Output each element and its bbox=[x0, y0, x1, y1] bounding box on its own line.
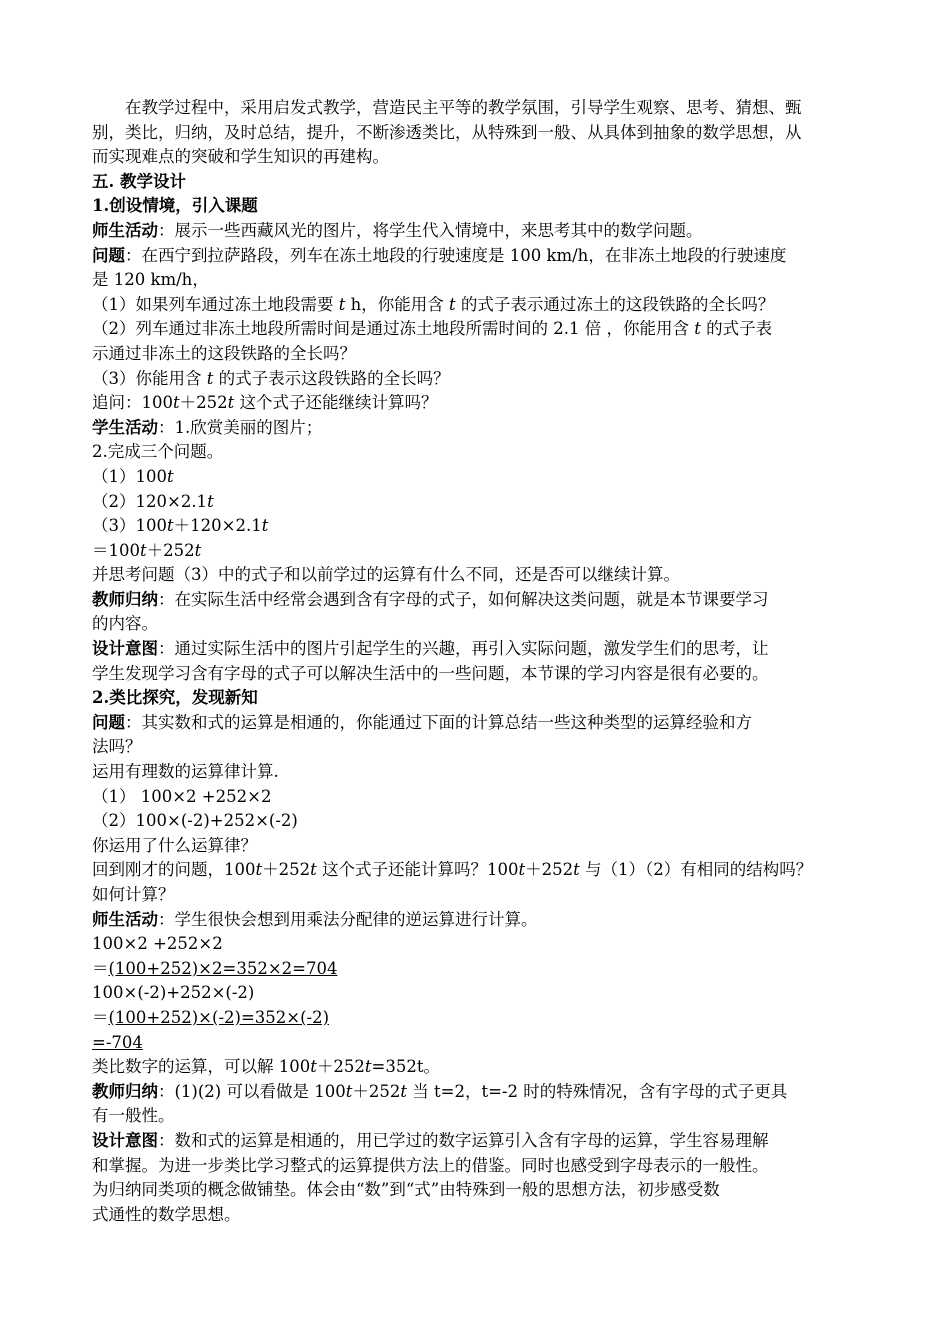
part2-design-intent-cont: 和掌握。为进一步类比学习整式的运算提供方法上的借鉴。同时也感受到字母表示的一般性。 bbox=[92, 1155, 769, 1175]
underlined-text: (100+252)×(-2)=352×(-2) bbox=[108, 1007, 330, 1027]
part2-design-intent bbox=[92, 1129, 882, 1154]
var-t: t bbox=[255, 860, 263, 880]
text: ＋252 bbox=[316, 1057, 365, 1077]
part1-question-cont: 是 120 km/h， bbox=[92, 270, 209, 290]
text: （3）你能用含 bbox=[92, 368, 207, 388]
text: ＋252 bbox=[179, 393, 228, 413]
step-3: 100×(-2)+252×(-2) bbox=[92, 983, 255, 1003]
text: h，你能用含 bbox=[345, 294, 450, 314]
var-t: t bbox=[338, 294, 346, 314]
text: ＝100 bbox=[92, 540, 140, 560]
text: 的式子表示通过冻土的这段铁路的全长吗？ bbox=[455, 294, 775, 314]
var-t: t bbox=[206, 368, 214, 388]
label: 问题 bbox=[92, 245, 125, 265]
text: ＝ bbox=[92, 1007, 109, 1027]
student-activity bbox=[92, 416, 882, 441]
text: 追问：100 bbox=[92, 393, 173, 413]
text: （1）100 bbox=[92, 466, 167, 486]
design-intent bbox=[92, 637, 882, 662]
text: ＋252 bbox=[352, 1081, 401, 1101]
text: 的式子表示这段铁路的全长吗？ bbox=[213, 368, 450, 388]
var-t: t bbox=[310, 1057, 317, 1077]
analogy-line bbox=[92, 1055, 882, 1080]
part2-teacher-summary-cont: 有一般性。 bbox=[92, 1106, 175, 1126]
how-to-compute: 如何计算？ bbox=[92, 885, 175, 904]
teacher-summary bbox=[92, 588, 882, 613]
teacher-summary-cont: 的内容。 bbox=[92, 614, 158, 634]
answer-result bbox=[92, 539, 882, 564]
text: ：1.欣赏美丽的图片； bbox=[158, 417, 323, 437]
label: 设计意图 bbox=[92, 639, 158, 659]
var-t: t bbox=[400, 1081, 408, 1101]
label: 学生活动 bbox=[92, 417, 158, 437]
step-2 bbox=[92, 957, 882, 982]
var-t: t bbox=[261, 516, 269, 536]
use-law: 运用有理数的运算律计算. bbox=[92, 762, 279, 782]
label: 师生活动 bbox=[92, 220, 158, 240]
answer-2 bbox=[92, 490, 882, 515]
part2-design-intent-cont: 为归纳同类项的概念做铺垫。体会由“数”到“式”由特殊到一般的思想方法，初步感受数 bbox=[92, 1180, 720, 1200]
calc-1: （1） 100×2 +252×2 bbox=[92, 786, 272, 806]
document-page bbox=[92, 96, 882, 1227]
label: 教师归纳 bbox=[92, 1081, 158, 1101]
text: 与（1）（2）有相同的结构吗？ bbox=[579, 860, 813, 880]
text: ：在实际生活中经常会遇到含有字母的式子，如何解决这类问题，就是本节课要学习 bbox=[158, 589, 769, 609]
var-t: t bbox=[694, 319, 701, 339]
var-t: t bbox=[518, 860, 526, 880]
part2-design-intent-cont: 式通性的数学思想。 bbox=[92, 1204, 241, 1224]
part2-question-cont: 法吗？ bbox=[92, 737, 142, 757]
label: 问题 bbox=[92, 712, 125, 732]
calc-2: （2）100×(-2)+252×(-2) bbox=[92, 811, 298, 831]
answer-3 bbox=[92, 514, 882, 539]
step-1: 100×2 +252×2 bbox=[92, 934, 223, 954]
part1-activity bbox=[92, 219, 882, 244]
which-law: 你运用了什么运算律？ bbox=[92, 835, 257, 855]
var-t: t bbox=[310, 860, 317, 880]
text: ：其实数和式的运算是相通的，你能通过下面的计算总结一些这种类型的运算经验和方 bbox=[125, 712, 752, 732]
text: （2）120×2.1 bbox=[92, 491, 208, 511]
part1-heading: 1.创设情境，引入课题 bbox=[92, 196, 258, 216]
text: （2）列车通过非冻土地段所需时间是通过冻土地段所需时间的 2.1 倍 ，你能用含 bbox=[92, 319, 695, 339]
underlined-text: =-704 bbox=[92, 1032, 143, 1052]
part2-heading: 2.类比探究，发现新知 bbox=[92, 688, 258, 708]
answer-1 bbox=[92, 465, 882, 490]
var-t: t bbox=[167, 466, 174, 486]
part2-teacher-summary bbox=[92, 1080, 882, 1105]
step-4 bbox=[92, 1006, 882, 1031]
question-1 bbox=[92, 293, 882, 318]
followup-question bbox=[92, 391, 882, 416]
underlined-text: (100+252)×2=352×2=704 bbox=[108, 958, 338, 978]
text: ：在西宁到拉萨路段，列车在冻土地段的行驶速度是 100 km/h，在非冻土地段的行驶速度 bbox=[125, 245, 787, 265]
text: ＋120×2.1 bbox=[173, 516, 262, 536]
text: ＋252 bbox=[262, 860, 311, 880]
text: 的式子表 bbox=[700, 319, 773, 339]
text: 回到刚才的问题，100 bbox=[92, 860, 256, 880]
text: ：数和式的运算是相通的，用已学过的数字运算引入含有字母的运算，学生容易理解 bbox=[158, 1130, 769, 1150]
complete-questions: 2.完成三个问题。 bbox=[92, 442, 224, 462]
design-intent-cont: 学生发现学习含有字母的式子可以解决生活中的一些问题，本节课的学习内容是很有必要的。 bbox=[92, 663, 769, 683]
text: ＋252 bbox=[146, 540, 195, 560]
text: ：(1)(2) 可以看做是 100 bbox=[158, 1081, 346, 1101]
intro-line-3: 而实现难点的突破和学生知识的再建构。 bbox=[92, 147, 389, 167]
text: ：学生很快会想到用乘法分配律的逆运算进行计算。 bbox=[158, 909, 538, 929]
text: 这个式子还能计算吗？100 bbox=[316, 860, 519, 880]
label: 设计意图 bbox=[92, 1130, 158, 1150]
part2-question bbox=[92, 711, 882, 736]
text: ＋252 bbox=[525, 860, 574, 880]
var-t: t bbox=[140, 540, 147, 560]
text: 这个式子还能继续计算吗？ bbox=[234, 393, 438, 413]
question-3 bbox=[92, 367, 882, 392]
text: ：展示一些西藏风光的图片，将学生代入情境中，来思考其中的数学问题。 bbox=[158, 220, 703, 240]
var-t: t bbox=[449, 294, 456, 314]
text: ＝ bbox=[92, 958, 109, 978]
think-line: 并思考问题（3）中的式子和以前学过的运算有什么不同，还是否可以继续计算。 bbox=[92, 565, 680, 585]
intro-line-2: 别，类比，归纳，及时总结，提升，不断渗透类比，从特殊到一般、从具体到抽象的数学思想，从 bbox=[92, 122, 802, 142]
question-2-cont: 示通过非冻土的这段铁路的全长吗？ bbox=[92, 343, 356, 363]
var-t: t bbox=[167, 516, 174, 536]
part1-question bbox=[92, 244, 882, 269]
intro-line-1: 在教学过程中，采用启发式教学，营造民主平等的教学氛围，引导学生观察、思考、猜想、甄 bbox=[125, 98, 802, 117]
text: 当 t=2，t=-2 时的特殊情况，含有字母的式子更具 bbox=[407, 1081, 788, 1101]
step-5 bbox=[92, 1031, 882, 1056]
var-t: t bbox=[194, 540, 202, 560]
text: =352t。 bbox=[371, 1057, 440, 1077]
text: （3）100 bbox=[92, 516, 167, 536]
label: 教师归纳 bbox=[92, 589, 158, 609]
question-2 bbox=[92, 317, 882, 342]
back-question bbox=[92, 858, 882, 883]
var-t: t bbox=[364, 1057, 372, 1077]
text: 类比数字的运算，可以解 100 bbox=[92, 1057, 311, 1077]
part2-activity bbox=[92, 908, 882, 933]
var-t: t bbox=[207, 491, 214, 511]
section-heading: 五. 教学设计 bbox=[92, 171, 186, 191]
var-t: t bbox=[227, 393, 235, 413]
text: ：通过实际生活中的图片引起学生的兴趣，再引入实际问题，激发学生们的思考，让 bbox=[158, 639, 769, 659]
text: （1）如果列车通过冻土地段需要 bbox=[92, 294, 339, 314]
var-t: t bbox=[345, 1081, 353, 1101]
var-t: t bbox=[573, 860, 580, 880]
label: 师生活动 bbox=[92, 909, 158, 929]
var-t: t bbox=[173, 393, 180, 413]
